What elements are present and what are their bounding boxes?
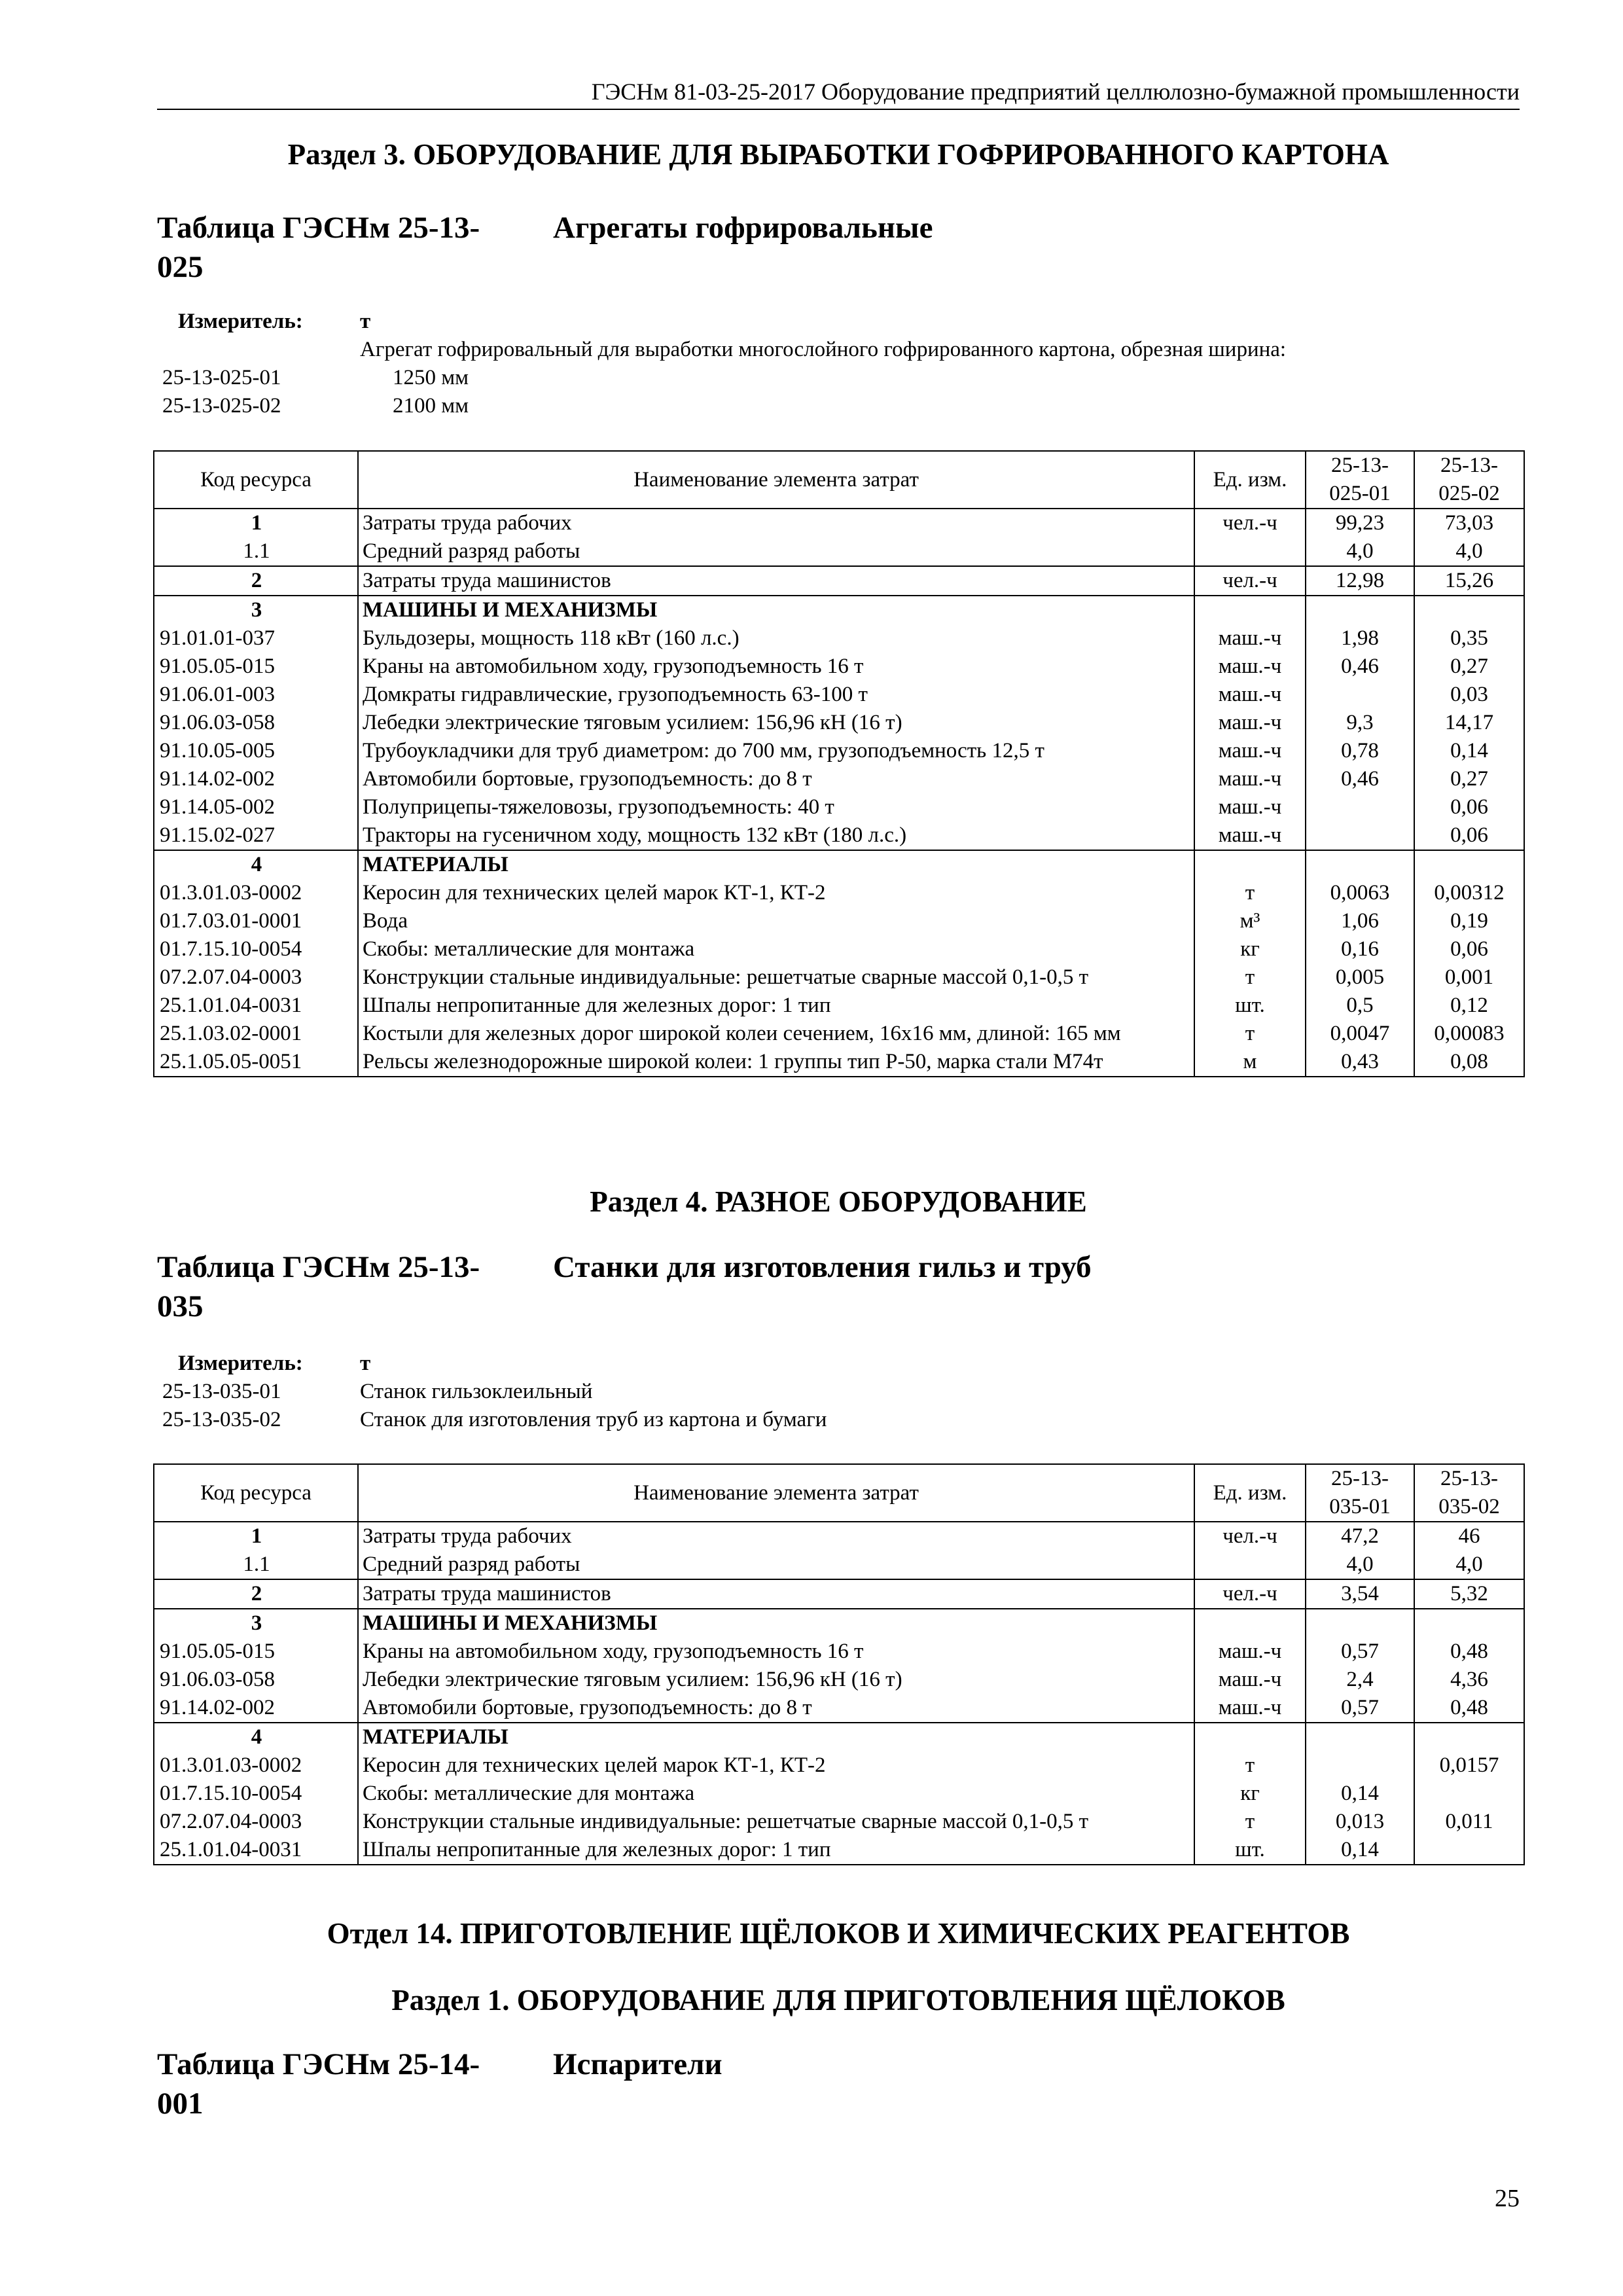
norm-description: Агрегат гофрировальный для выработки многослойного гофрированного картона, обрезная ширина: [360,338,1287,361]
resource-code: 25.1.05.05-0051 [154,1048,358,1077]
value-1 [1306,1609,1414,1638]
table-1-code [157,208,524,287]
value-2: 73,03 [1414,509,1524,537]
value-1 [1306,596,1414,624]
resource-unit: маш.-ч [1194,737,1306,765]
resource-code: 4 [154,850,358,879]
norm-text: Станок для изготовления труб из картона и бумаги [360,1408,827,1431]
value-2: 0,03 [1414,681,1524,709]
page-number: 25 [1495,2185,1520,2212]
table-2-code [157,1247,524,1326]
resource-code: 25.1.03.02-0001 [154,1020,358,1048]
value-1: 4,0 [1306,1551,1414,1579]
resource-unit [1194,1609,1306,1638]
resource-code: 01.3.01.03-0002 [154,1751,358,1780]
table-1-name: Агрегаты гофрировальные [553,211,933,245]
resource-unit: шт. [1194,1836,1306,1865]
header-code: Код ресурса [154,1464,358,1522]
resource-unit: маш.-ч [1194,821,1306,850]
resource-unit: чел.-ч [1194,566,1306,596]
header-value-1: 25-13- 025-01 [1306,451,1414,509]
section-4-title: Раздел 4. РАЗНОЕ ОБОРУДОВАНИЕ [590,1185,1087,1218]
table-row [154,566,1524,596]
measure-value: т [360,310,371,333]
norm-text: Станок гильзоклеильный [360,1380,593,1403]
value-2: 4,36 [1414,1666,1524,1694]
value-1: 0,16 [1306,935,1414,963]
value-1 [1306,821,1414,850]
resource-name: Лебедки электрические тяговым усилием: 156,96 кН (16 т) [358,1666,1194,1694]
value-1: 0,57 [1306,1638,1414,1666]
resource-unit: м³ [1194,907,1306,935]
measure-row [157,308,1520,336]
table-row [154,596,1524,624]
norm-code: 25-13-025-02 [162,394,281,418]
resource-code: 01.7.15.10-0054 [154,935,358,963]
resource-name: Керосин для технических целей марок КТ-1, КТ-2 [358,879,1194,907]
measure-label: Измеритель: [178,310,303,333]
resource-name: Шпалы непропитанные для железных дорог: 1 тип [358,1836,1194,1865]
value-2: 14,17 [1414,709,1524,737]
table-row [154,879,1524,907]
value-2: 0,00312 [1414,879,1524,907]
table-row [154,1836,1524,1865]
resource-unit: маш.-ч [1194,1638,1306,1666]
resource-name: Скобы: металлические для монтажа [358,1780,1194,1808]
resource-unit: т [1194,1020,1306,1048]
resource-unit: чел.-ч [1194,1522,1306,1551]
table-row [154,1751,1524,1780]
resource-name: Шпалы непропитанные для железных дорог: 1 тип [358,992,1194,1020]
resource-table-1 [153,450,1525,1077]
value-1 [1306,793,1414,821]
table-header-row [154,1464,1524,1522]
norm-code: 25-13-035-01 [162,1380,281,1403]
resource-code: 1 [154,1522,358,1551]
value-2: 0,35 [1414,624,1524,653]
value-2: 0,27 [1414,765,1524,793]
resource-unit: маш.-ч [1194,653,1306,681]
value-2: 0,12 [1414,992,1524,1020]
value-2: 0,06 [1414,935,1524,963]
measure-label: Измеритель: [178,1352,303,1375]
norm-row [157,392,1520,420]
table-1-code-line1: Таблица ГЭСНм 25-13- [157,211,480,245]
resource-code: 25.1.01.04-0031 [154,992,358,1020]
value-2 [1414,1780,1524,1808]
resource-name: МАТЕРИАЛЫ [358,850,1194,879]
header-name: Наименование элемента затрат [358,451,1194,509]
value-1: 0,0063 [1306,879,1414,907]
table-row [154,935,1524,963]
value-1: 2,4 [1306,1666,1414,1694]
table-row [154,1694,1524,1723]
resource-code: 3 [154,596,358,624]
header-value-2: 25-13- 035-02 [1414,1464,1524,1522]
header-value-2: 25-13- 025-02 [1414,451,1524,509]
table-2-code-line1: Таблица ГЭСНм 25-13- [157,1250,480,1284]
value-1: 9,3 [1306,709,1414,737]
resource-unit: чел.-ч [1194,509,1306,537]
resource-code: 4 [154,1723,358,1751]
resource-code: 2 [154,566,358,596]
resource-name: Затраты труда рабочих [358,509,1194,537]
resource-name: МАШИНЫ И МЕХАНИЗМЫ [358,1609,1194,1638]
resource-unit: м [1194,1048,1306,1077]
value-1: 0,14 [1306,1780,1414,1808]
resource-code: 91.15.02-027 [154,821,358,850]
norm-code: 25-13-035-02 [162,1408,281,1431]
table-3-code-line2: 001 [157,2087,204,2121]
resource-name: Краны на автомобильном ходу, грузоподъемность 16 т [358,1638,1194,1666]
table-row [154,793,1524,821]
value-2: 0,48 [1414,1694,1524,1723]
value-1: 4,0 [1306,537,1414,566]
resource-code: 07.2.07.04-0003 [154,1808,358,1836]
resource-name: Затраты труда машинистов [358,1579,1194,1609]
resource-name: Керосин для технических целей марок КТ-1, КТ-2 [358,1751,1194,1780]
resource-code: 1.1 [154,1551,358,1579]
norm-text: 1250 мм [393,366,469,389]
value-2: 15,26 [1414,566,1524,596]
running-header: ГЭСНм 81-03-25-2017 Оборудование предприятий целлюлозно-бумажной промышленности [157,77,1520,110]
value-2: 0,48 [1414,1638,1524,1666]
header-code: Код ресурса [154,451,358,509]
value-1: 0,46 [1306,765,1414,793]
table-row [154,1551,1524,1579]
resource-name: Автомобили бортовые, грузоподъемность: до 8 т [358,1694,1194,1723]
table-3-code [157,2045,524,2123]
resource-code: 3 [154,1609,358,1638]
value-1: 3,54 [1306,1579,1414,1609]
measure-row [157,1350,1520,1378]
table-2-code-line2: 035 [157,1289,204,1323]
resource-name: Затраты труда машинистов [358,566,1194,596]
resource-code: 91.01.01-037 [154,624,358,653]
resource-code: 91.10.05-005 [154,737,358,765]
resource-name: Краны на автомобильном ходу, грузоподъемность 16 т [358,653,1194,681]
resource-unit: маш.-ч [1194,624,1306,653]
table-1-measure-block [157,308,1520,420]
resource-name: Бульдозеры, мощность 118 кВт (160 л.с.) [358,624,1194,653]
table-row [154,1666,1524,1694]
table-row [154,1780,1524,1808]
resource-unit: т [1194,1808,1306,1836]
header-value-1: 25-13- 035-01 [1306,1464,1414,1522]
resource-code: 2 [154,1579,358,1609]
resource-unit [1194,850,1306,879]
value-2: 0,27 [1414,653,1524,681]
value-2 [1414,1609,1524,1638]
resource-name: МАШИНЫ И МЕХАНИЗМЫ [358,596,1194,624]
resource-unit: кг [1194,1780,1306,1808]
resource-name: Конструкции стальные индивидуальные: решетчатые сварные массой 0,1-0,5 т [358,963,1194,992]
value-2 [1414,850,1524,879]
table-header-row [154,451,1524,509]
resource-code: 07.2.07.04-0003 [154,963,358,992]
norm-row [157,1378,1520,1406]
resource-table-2 [153,1463,1525,1865]
table-row [154,765,1524,793]
resource-unit: маш.-ч [1194,1666,1306,1694]
resource-name: Затраты труда рабочих [358,1522,1194,1551]
value-2: 4,0 [1414,1551,1524,1579]
resource-name: Конструкции стальные индивидуальные: решетчатые сварные массой 0,1-0,5 т [358,1808,1194,1836]
resource-name: Средний разряд работы [358,537,1194,566]
value-1: 0,013 [1306,1808,1414,1836]
norm-row [157,1406,1520,1434]
table-row [154,821,1524,850]
value-1: 0,57 [1306,1694,1414,1723]
norm-row [157,364,1520,392]
table-row [154,1522,1524,1551]
table-row [154,1020,1524,1048]
resource-code: 91.06.03-058 [154,1666,358,1694]
norm-text: 2100 мм [393,394,469,418]
resource-unit: т [1194,879,1306,907]
table-row [154,992,1524,1020]
table-2-name: Станки для изготовления гильз и труб [553,1250,1092,1284]
resource-code: 91.05.05-015 [154,653,358,681]
value-2: 4,0 [1414,537,1524,566]
resource-unit [1194,537,1306,566]
resource-name: Вода [358,907,1194,935]
value-1: 0,46 [1306,653,1414,681]
table-row [154,624,1524,653]
resource-unit: маш.-ч [1194,681,1306,709]
resource-name: Полуприцепы-тяжеловозы, грузоподъемность: 40 т [358,793,1194,821]
resource-name: Средний разряд работы [358,1551,1194,1579]
table-row [154,850,1524,879]
resource-unit: маш.-ч [1194,709,1306,737]
value-1: 0,43 [1306,1048,1414,1077]
table-row [154,1609,1524,1638]
resource-name: Домкраты гидравлические, грузоподъемность 63-100 т [358,681,1194,709]
value-2: 0,06 [1414,821,1524,850]
value-1: 12,98 [1306,566,1414,596]
table-row [154,681,1524,709]
value-2 [1414,1723,1524,1751]
value-1 [1306,1751,1414,1780]
value-2: 46 [1414,1522,1524,1551]
section-1-title: Раздел 1. ОБОРУДОВАНИЕ ДЛЯ ПРИГОТОВЛЕНИЯ ЩЁЛОКОВ [391,1984,1285,2017]
norm-code: 25-13-025-01 [162,366,281,389]
resource-name: Костыли для железных дорог широкой колеи сечением, 16х16 мм, длиной: 165 мм [358,1020,1194,1048]
resource-code: 25.1.01.04-0031 [154,1836,358,1865]
resource-name: Трубоукладчики для труб диаметром: до 700 мм, грузоподъемность 12,5 т [358,737,1194,765]
resource-code: 1.1 [154,537,358,566]
table-row [154,509,1524,537]
resource-code: 01.3.01.03-0002 [154,879,358,907]
value-2 [1414,1836,1524,1865]
value-1: 0,5 [1306,992,1414,1020]
value-1: 0,14 [1306,1836,1414,1865]
value-1: 0,78 [1306,737,1414,765]
resource-code: 91.06.03-058 [154,709,358,737]
value-1: 99,23 [1306,509,1414,537]
table-2-measure-block [157,1350,1520,1434]
resource-unit: маш.-ч [1194,765,1306,793]
table-1-code-line2: 025 [157,250,204,284]
resource-unit [1194,1723,1306,1751]
resource-code: 91.14.02-002 [154,765,358,793]
resource-code: 01.7.03.01-0001 [154,907,358,935]
table-3-name: Испарители [553,2047,722,2081]
department-14-title: Отдел 14. ПРИГОТОВЛЕНИЕ ЩЁЛОКОВ И ХИМИЧЕСКИХ РЕАГЕНТОВ [327,1917,1350,1950]
table-row [154,709,1524,737]
description-row [157,336,1520,364]
value-1 [1306,681,1414,709]
resource-unit: чел.-ч [1194,1579,1306,1609]
value-1: 1,98 [1306,624,1414,653]
value-1: 47,2 [1306,1522,1414,1551]
value-1: 0,0047 [1306,1020,1414,1048]
resource-unit [1194,596,1306,624]
value-2 [1414,596,1524,624]
value-2: 0,08 [1414,1048,1524,1077]
resource-name: Скобы: металлические для монтажа [358,935,1194,963]
resource-code: 91.05.05-015 [154,1638,358,1666]
resource-unit: т [1194,963,1306,992]
resource-code: 1 [154,509,358,537]
table-row [154,1638,1524,1666]
value-2: 0,001 [1414,963,1524,992]
value-2: 5,32 [1414,1579,1524,1609]
resource-unit: т [1194,1751,1306,1780]
resource-unit [1194,1551,1306,1579]
section-3-title: Раздел 3. ОБОРУДОВАНИЕ ДЛЯ ВЫРАБОТКИ ГОФРИРОВАННОГО КАРТОНА [287,138,1389,171]
value-2: 0,011 [1414,1808,1524,1836]
value-2: 0,00083 [1414,1020,1524,1048]
header-unit: Ед. изм. [1194,451,1306,509]
resource-name: Автомобили бортовые, грузоподъемность: до 8 т [358,765,1194,793]
value-1 [1306,1723,1414,1751]
resource-unit: маш.-ч [1194,793,1306,821]
table-row [154,1808,1524,1836]
resource-code: 91.14.05-002 [154,793,358,821]
header-name: Наименование элемента затрат [358,1464,1194,1522]
table-row [154,1579,1524,1609]
resource-code: 01.7.15.10-0054 [154,1780,358,1808]
value-1: 1,06 [1306,907,1414,935]
value-1: 0,005 [1306,963,1414,992]
resource-unit: маш.-ч [1194,1694,1306,1723]
resource-name: Рельсы железнодорожные широкой колеи: 1 группы тип Р-50, марка стали М74т [358,1048,1194,1077]
resource-name: Лебедки электрические тяговым усилием: 156,96 кН (16 т) [358,709,1194,737]
table-row [154,963,1524,992]
resource-unit: шт. [1194,992,1306,1020]
value-2: 0,19 [1414,907,1524,935]
header-unit: Ед. изм. [1194,1464,1306,1522]
table-row [154,907,1524,935]
table-3-code-line1: Таблица ГЭСНм 25-14- [157,2047,480,2081]
measure-value: т [360,1352,371,1375]
table-row [154,737,1524,765]
value-2: 0,14 [1414,737,1524,765]
resource-code: 91.06.01-003 [154,681,358,709]
value-1 [1306,850,1414,879]
resource-name: Тракторы на гусеничном ходу, мощность 132 кВт (180 л.с.) [358,821,1194,850]
table-row [154,653,1524,681]
table-row [154,1723,1524,1751]
resource-code: 91.14.02-002 [154,1694,358,1723]
table-row [154,1048,1524,1077]
resource-name: МАТЕРИАЛЫ [358,1723,1194,1751]
table-row [154,537,1524,566]
value-2: 0,0157 [1414,1751,1524,1780]
resource-unit: кг [1194,935,1306,963]
value-2: 0,06 [1414,793,1524,821]
